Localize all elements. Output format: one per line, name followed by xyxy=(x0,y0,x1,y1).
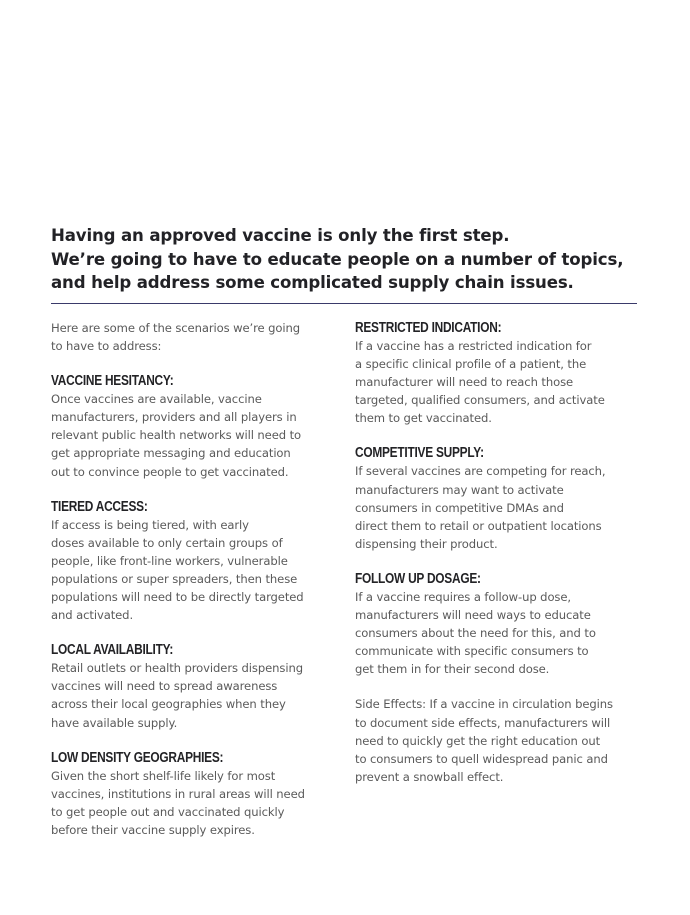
text-line: If several vaccines are competing for reach, xyxy=(355,464,606,479)
text-line: manufacturers, providers and all players in xyxy=(51,410,297,425)
text-line: manufacturers may want to activate xyxy=(355,482,564,497)
intro-paragraph xyxy=(51,319,336,355)
section-heading: FOLLOW UP DOSAGE: xyxy=(355,570,481,587)
text-line: If a vaccine requires a follow-up dose, xyxy=(355,589,571,604)
section-competitive-supply xyxy=(355,444,640,552)
section-body xyxy=(51,659,336,731)
text-line: prevent a snowball effect. xyxy=(355,769,504,784)
text-line: relevant public health networks will need to xyxy=(51,428,302,443)
text-line: manufacturers will need ways to educate xyxy=(355,608,591,623)
text-line: have available supply. xyxy=(51,715,178,730)
section-heading: TIERED ACCESS: xyxy=(51,498,148,515)
text-line: doses available to only certain groups of xyxy=(51,535,283,550)
text-line: manufacturer will need to reach those xyxy=(355,375,574,390)
text-line: get them in for their second dose. xyxy=(355,662,550,677)
text-line: consumers in competitive DMAs and xyxy=(355,500,564,515)
section-body xyxy=(51,390,336,480)
headline xyxy=(51,224,651,295)
text-line: Here are some of the scenarios we’re going xyxy=(51,321,301,335)
section-vaccine-hesitancy xyxy=(51,372,336,480)
right-column xyxy=(355,319,640,786)
headline-line: Having an approved vaccine is only the first step. xyxy=(51,226,510,245)
text-line: Retail outlets or health providers dispensing xyxy=(51,661,303,676)
text-line: vaccines will need to spread awareness xyxy=(51,679,278,694)
text-line: to have to address: xyxy=(51,339,162,354)
text-line: populations or super spreaders, then these xyxy=(51,571,298,586)
text-line: Once vaccines are available, vaccine xyxy=(51,392,262,407)
headline-line: and help address some complicated supply chain issues. xyxy=(51,273,574,292)
text-line: Given the short shelf-life likely for most xyxy=(51,768,276,783)
text-line: direct them to retail or outpatient locations xyxy=(355,518,602,533)
text-line: populations will need to be directly targeted xyxy=(51,590,304,605)
text-line: to document side effects, manufacturers will xyxy=(355,715,611,730)
text-line: people, like front-line workers, vulnerable xyxy=(51,553,288,568)
text-line: need to quickly get the right education out xyxy=(355,733,601,748)
section-body xyxy=(355,588,640,678)
text-line: Side Effects: If a vaccine in circulation begins xyxy=(355,697,613,712)
text-line: consumers about the need for this, and to xyxy=(355,626,596,641)
section-restricted-indication xyxy=(355,319,640,427)
text-line: to get people out and vaccinated quickly xyxy=(51,804,285,819)
closing-text xyxy=(355,695,640,785)
text-line: across their local geographies when they xyxy=(51,697,286,712)
headline-line: We’re going to have to educate people on a number of topics, xyxy=(51,249,624,269)
text-line: and activated. xyxy=(51,608,134,623)
text-line: a specific clinical profile of a patient, the xyxy=(355,357,587,372)
section-heading: VACCINE HESITANCY: xyxy=(51,373,174,390)
section-low-density-geographies xyxy=(51,749,336,839)
text-line: targeted, qualified consumers, and activate xyxy=(355,393,605,408)
text-line: dispensing their product. xyxy=(355,536,498,551)
divider-rule xyxy=(51,303,637,304)
section-tiered-access xyxy=(51,498,336,625)
section-heading: RESTRICTED INDICATION: xyxy=(355,320,502,336)
section-heading: COMPETITIVE SUPPLY: xyxy=(355,445,484,462)
closing-paragraph xyxy=(355,695,640,785)
section-body xyxy=(355,462,640,552)
intro-text xyxy=(51,319,336,355)
section-body xyxy=(51,767,336,839)
text-line: to consumers to quell widespread panic and xyxy=(355,751,608,766)
text-line: out to convince people to get vaccinated. xyxy=(51,464,289,479)
section-body xyxy=(51,516,336,625)
section-heading: LOW DENSITY GEOGRAPHIES: xyxy=(51,749,224,766)
text-line: communicate with specific consumers to xyxy=(355,644,589,659)
section-local-availability xyxy=(51,641,336,731)
text-line: vaccines, institutions in rural areas will need xyxy=(51,786,305,801)
text-line: If access is being tiered, with early xyxy=(51,517,249,532)
text-line: If a vaccine has a restricted indication for xyxy=(355,339,592,353)
text-line: them to get vaccinated. xyxy=(355,411,492,426)
section-body xyxy=(355,337,640,427)
section-heading: LOCAL AVAILABILITY: xyxy=(51,642,174,659)
text-line: get appropriate messaging and education xyxy=(51,446,291,461)
left-column xyxy=(51,319,336,839)
section-follow-up-dosage xyxy=(355,570,640,678)
text-line: before their vaccine supply expires. xyxy=(51,822,255,837)
